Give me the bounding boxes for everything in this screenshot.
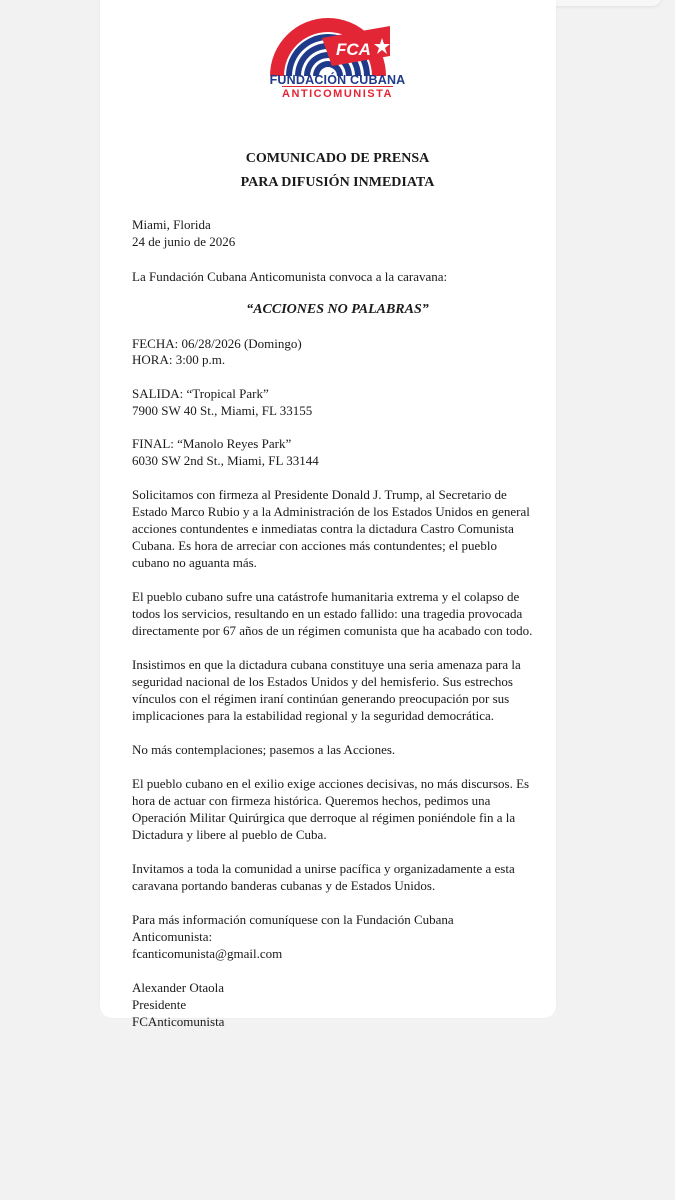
p1-line: Solicitamos con firmeza al Presidente Donald J. Trump, al Secretario de (132, 487, 507, 502)
fecha: FECHA: 06/28/2026 (Domingo) (132, 336, 302, 351)
p2-line: todos los servicios, resultando en un estado fallido: una tragedia provocada (132, 606, 523, 621)
heading-1: COMUNICADO DE PRENSA (245, 151, 430, 166)
event-title: “ACCIONES NO PALABRAS” (246, 302, 429, 317)
p4-line: No más contemplaciones; pasemos a las Acciones. (132, 742, 396, 757)
heading-2: PARA DIFUSIÓN INMEDIATA (240, 175, 435, 190)
p3-line: Insistimos en que la dictadura cubana constituye una seria amenaza para la (132, 657, 521, 672)
p5-line: Dictadura y libere al pueblo de Cuba. (132, 827, 327, 842)
p3-line: implicaciones para la estabilidad regional y la seguridad democrática. (132, 708, 495, 723)
p2-line: directamente por 67 años de un régimen comunista que ha acabado con todo. (132, 623, 533, 638)
signature-org: FCAnticomunista (132, 1014, 225, 1029)
final-name: FINAL: “Manolo Reyes Park” (132, 436, 292, 451)
p3-line: seguridad nacional de los Estados Unidos y del hemisferio. Sus estrechos (132, 674, 513, 689)
p5-line: hora de actuar con firmeza histórica. Queremos hechos, pedimos una (132, 793, 491, 808)
logo-name: FUNDACIÓN CUBANA (269, 73, 406, 87)
logo-emblem-text: FCA (336, 40, 371, 59)
p6-line: Invitamos a toda la comunidad a unirse pacífica y organizadamente a esta (132, 861, 515, 876)
signature-title: Presidente (132, 997, 187, 1012)
logo-subtitle: ANTICOMUNISTA (282, 88, 393, 100)
hora: HORA: 3:00 p.m. (132, 352, 226, 367)
location: Miami, Florida (132, 217, 211, 232)
p1-line: Cubana. Es hora de arreciar con acciones más contundentes; el pueblo (132, 538, 497, 553)
salida-name: SALIDA: “Tropical Park” (132, 386, 269, 401)
p2-line: El pueblo cubano sufre una catástrofe humanitaria extrema y el colapso de (132, 589, 520, 604)
p1-line: Estado Marco Rubio y a la Administración de los Estados Unidos en general (132, 504, 530, 519)
p3-line: vínculos con el régimen iraní continúan generando preocupación por sus (132, 691, 510, 706)
final-address: 6030 SW 2nd St., Miami, FL 33144 (132, 453, 319, 468)
p6-line: caravana portando banderas cubanas y de Estados Unidos. (132, 878, 436, 893)
contact-email[interactable]: fcanticomunista@gmail.com (132, 946, 283, 961)
p5-line: Operación Militar Quirúrgica que derroque al régimen poniéndole fin a la (132, 810, 516, 825)
contact-line: Para más información comuníquese con la Fundación Cubana (132, 912, 454, 927)
signature-name: Alexander Otaola (132, 980, 225, 995)
p1-line: acciones contundentes e inmediatas contra la dictadura Castro Comunista (132, 521, 514, 536)
intro: La Fundación Cubana Anticomunista convoca a la caravana: (132, 269, 448, 284)
salida-address: 7900 SW 40 St., Miami, FL 33155 (132, 403, 313, 418)
date: 24 de junio de 2026 (132, 234, 236, 249)
p5-line: El pueblo cubano en el exilio exige acciones decisivas, no más discursos. Es (132, 776, 530, 791)
contact-line: Anticomunista: (132, 929, 213, 944)
p1-line: cubano no aguanta más. (132, 555, 257, 570)
